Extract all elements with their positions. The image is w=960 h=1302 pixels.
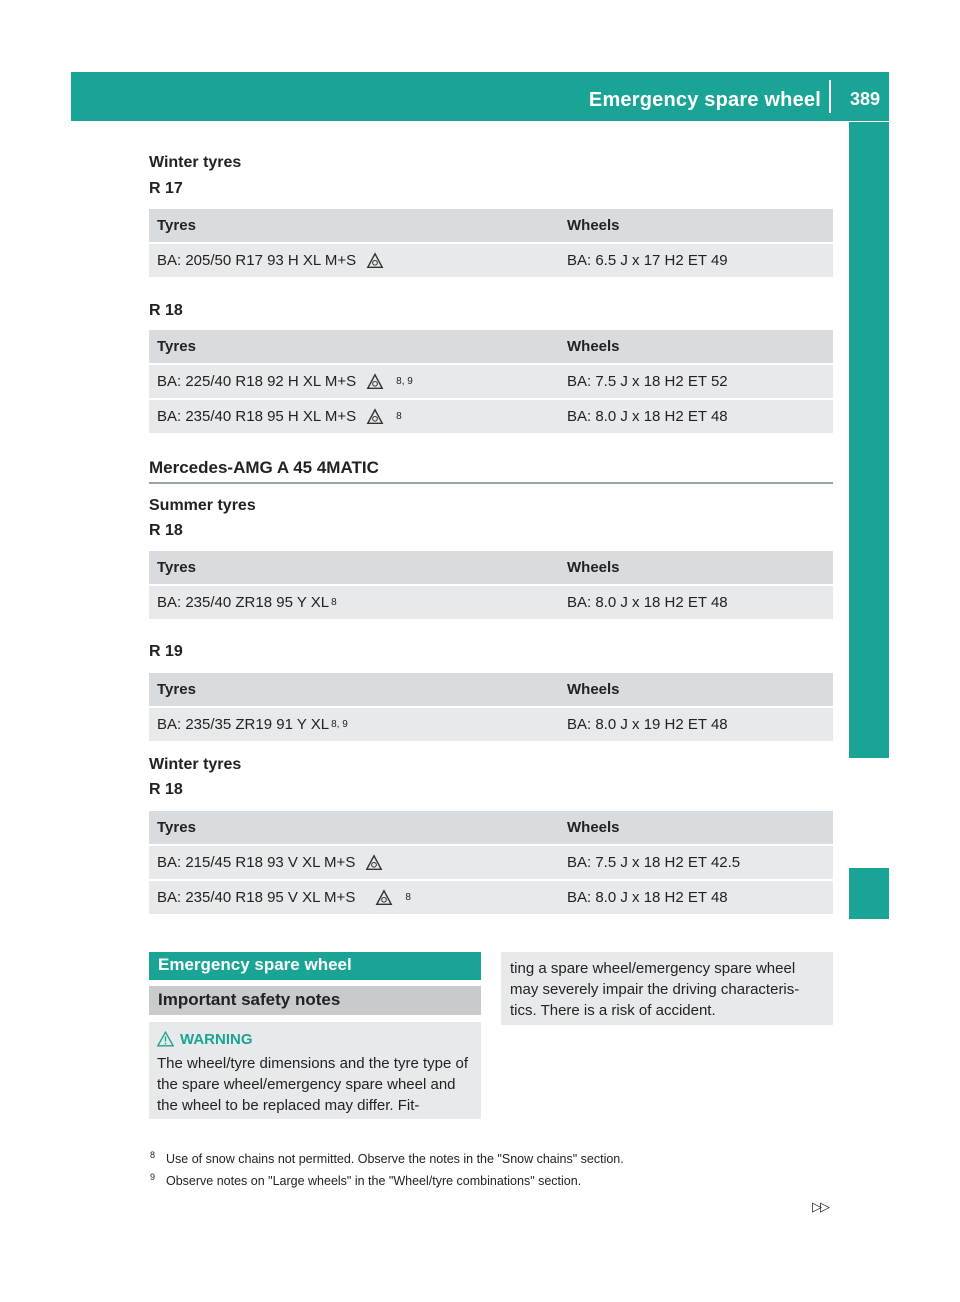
tyre-spec: BA: 235/35 ZR19 91 Y XL bbox=[157, 716, 330, 733]
section-divider bbox=[149, 482, 833, 484]
footnote-item bbox=[149, 1168, 624, 1190]
summer-tyres-label: Summer tyres bbox=[149, 497, 256, 514]
header-separator bbox=[829, 80, 831, 113]
table-row bbox=[149, 244, 833, 277]
footnotes bbox=[149, 1146, 624, 1190]
side-tab-marker bbox=[849, 868, 889, 919]
warning-text: The wheel/tyre dimensions and the tyre type of the spare wheel/emergency spare wheel and the wheel to be replaced may differ. Fit- bbox=[157, 1055, 469, 1114]
tyre-spec: BA: 235/40 ZR18 95 Y XL bbox=[157, 594, 330, 611]
table-row bbox=[149, 586, 833, 619]
size-label-r19: R 19 bbox=[149, 643, 183, 660]
col-wheels: Wheels bbox=[559, 811, 833, 844]
table-row bbox=[149, 400, 833, 433]
warning-continuation: ting a spare wheel/emergency spare wheel may severely impair the driving characteris-tics. There is a risk of accident. bbox=[501, 952, 833, 1025]
size-label-r18: R 18 bbox=[149, 781, 183, 798]
warning-triangle-icon bbox=[157, 1031, 174, 1047]
tyre-spec: BA: 235/40 R18 95 V XL M+S bbox=[157, 889, 356, 906]
col-wheels: Wheels bbox=[559, 673, 833, 706]
col-wheels: Wheels bbox=[559, 330, 833, 363]
continue-arrows-icon: ▷▷ bbox=[812, 1199, 828, 1214]
table-header-row bbox=[149, 330, 833, 363]
side-tab-label: Wheels and tyres bbox=[857, 533, 880, 707]
snow-mountain-icon bbox=[366, 408, 384, 426]
wheel-spec: BA: 8.0 J x 18 H2 ET 48 bbox=[559, 881, 833, 914]
col-tyres: Tyres bbox=[149, 551, 559, 584]
tyre-spec: BA: 205/50 R17 93 H XL M+S bbox=[157, 252, 357, 269]
table-row bbox=[149, 846, 833, 879]
footnote-ref: 8 bbox=[331, 597, 337, 608]
footnote-ref: 8, 9 bbox=[396, 376, 413, 387]
wheel-spec: BA: 8.0 J x 18 H2 ET 48 bbox=[559, 586, 833, 619]
page-number: 389 bbox=[849, 89, 880, 109]
table-header-row bbox=[149, 673, 833, 706]
header-title: Emergency spare wheel bbox=[588, 89, 821, 111]
table-row bbox=[149, 881, 833, 914]
col-tyres: Tyres bbox=[149, 673, 559, 706]
footnote-ref: 8, 9 bbox=[331, 719, 348, 730]
footnote-text: Observe notes on "Large wheels" in the "Wheel/tyre combinations" section. bbox=[166, 1174, 582, 1189]
wheel-spec: BA: 6.5 J x 17 H2 ET 49 bbox=[559, 244, 833, 277]
footnote-item bbox=[149, 1146, 624, 1168]
footnote-number: 9 bbox=[150, 1172, 156, 1183]
footnote-ref: 8 bbox=[396, 411, 402, 422]
wheel-spec: BA: 7.5 J x 18 H2 ET 52 bbox=[559, 365, 833, 398]
table-winter-r18 bbox=[149, 328, 833, 435]
tyre-spec: BA: 215/45 R18 93 V XL M+S bbox=[157, 854, 356, 871]
wheel-spec: BA: 8.0 J x 18 H2 ET 48 bbox=[559, 400, 833, 433]
table-amg-summer-r18 bbox=[149, 549, 833, 621]
size-label-r18: R 18 bbox=[149, 522, 183, 539]
footnote-text: Use of snow chains not permitted. Observe the notes in the "Snow chains" section. bbox=[166, 1152, 624, 1167]
col-tyres: Tyres bbox=[149, 209, 559, 242]
table-winter-r17 bbox=[149, 207, 833, 279]
col-wheels: Wheels bbox=[559, 209, 833, 242]
col-tyres: Tyres bbox=[149, 330, 559, 363]
wheel-spec: BA: 8.0 J x 19 H2 ET 48 bbox=[559, 708, 833, 741]
wheel-spec: BA: 7.5 J x 18 H2 ET 42.5 bbox=[559, 846, 833, 879]
snow-mountain-icon bbox=[365, 854, 383, 872]
page-header-bar bbox=[71, 72, 889, 121]
size-label-r17: R 17 bbox=[149, 180, 183, 197]
snow-mountain-icon bbox=[375, 889, 393, 907]
footnote-ref: 8 bbox=[405, 892, 411, 903]
subsection-title-safety: Important safety notes bbox=[149, 986, 481, 1015]
table-row bbox=[149, 708, 833, 741]
col-wheels: Wheels bbox=[559, 551, 833, 584]
winter-tyres-label: Winter tyres bbox=[149, 756, 242, 773]
section-title-spare-wheel: Emergency spare wheel bbox=[149, 952, 481, 980]
section-title-amg: Mercedes-AMG A 45 4MATIC bbox=[149, 458, 379, 477]
footnote-number: 8 bbox=[150, 1150, 156, 1160]
warning-label: WARNING bbox=[180, 1030, 253, 1048]
winter-tyres-label: Winter tyres bbox=[149, 154, 242, 171]
tyre-spec: BA: 225/40 R18 92 H XL M+S bbox=[157, 373, 357, 390]
table-amg-winter-r18 bbox=[149, 809, 833, 916]
col-tyres: Tyres bbox=[149, 811, 559, 844]
table-header-row bbox=[149, 551, 833, 584]
warning-box bbox=[149, 1022, 481, 1119]
table-header-row bbox=[149, 811, 833, 844]
snow-mountain-icon bbox=[366, 252, 384, 270]
table-amg-summer-r19 bbox=[149, 671, 833, 743]
table-header-row bbox=[149, 209, 833, 242]
size-label-r18: R 18 bbox=[149, 302, 183, 319]
snow-mountain-icon bbox=[366, 373, 384, 391]
table-row bbox=[149, 365, 833, 398]
tyre-spec: BA: 235/40 R18 95 H XL M+S bbox=[157, 408, 357, 425]
warning-title bbox=[157, 1028, 473, 1050]
